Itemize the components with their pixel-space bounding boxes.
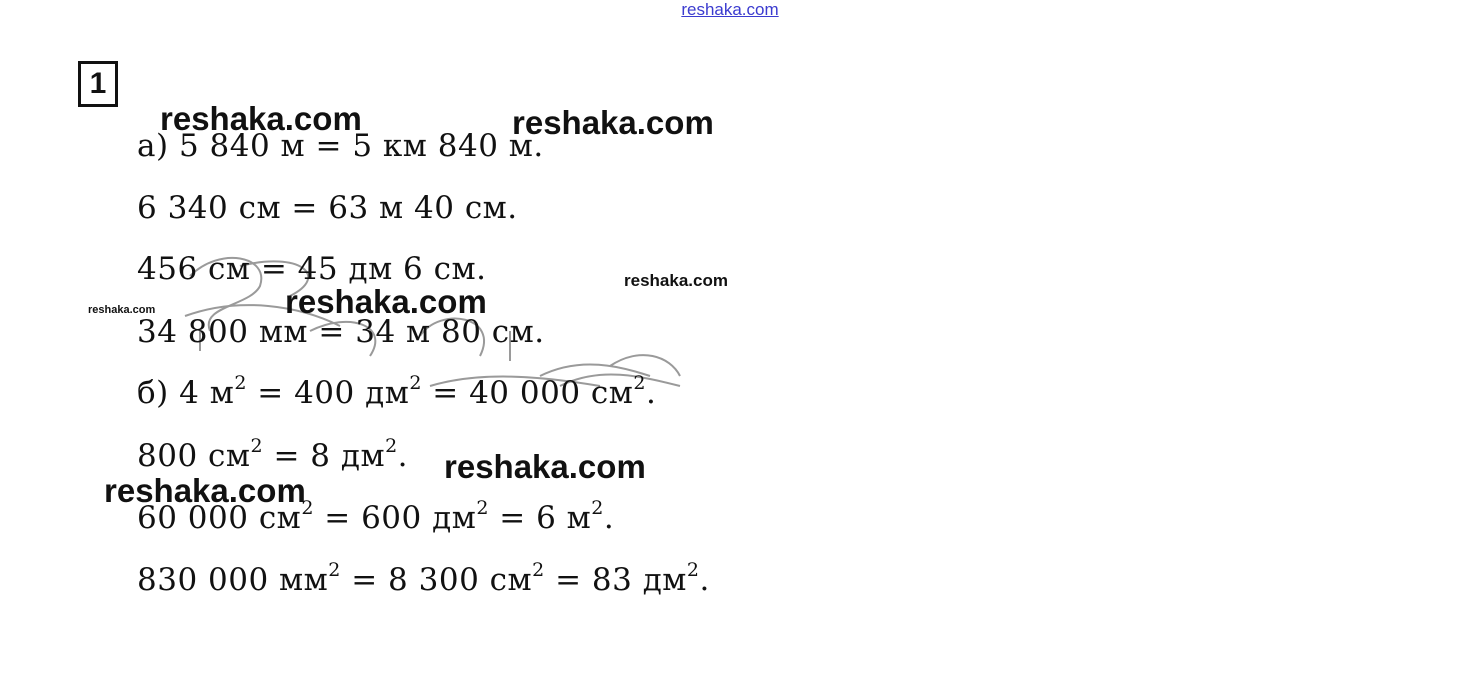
expr-part: = 8 300 см: [340, 562, 533, 598]
answer-line-b1: [137, 372, 657, 411]
exponent: 2: [250, 435, 264, 457]
exponent: 2: [234, 372, 247, 394]
expr-part: = 400 дм: [246, 375, 410, 411]
expr-part: = 8 дм: [263, 438, 386, 474]
answer-text: 456 см = 45 дм 6 см.: [137, 251, 487, 287]
expr-part: 60 000 см: [137, 500, 302, 536]
answer-line-b4: [137, 559, 710, 598]
answer-text: 6 340 см = 63 м 40 см.: [137, 190, 518, 226]
exponent: 2: [385, 435, 398, 457]
exponent: 2: [476, 497, 489, 519]
exponent: 2: [409, 372, 422, 394]
answer-line-b2: [137, 435, 409, 474]
exponent: 2: [591, 497, 604, 519]
watermark-text: reshaka.com: [285, 283, 487, 320]
watermark-text: reshaka.com: [512, 104, 714, 141]
task-number-badge: 1: [78, 61, 118, 107]
expr-part: .: [645, 375, 657, 411]
watermark-text: reshaka.com: [444, 448, 646, 485]
expr-part: .: [699, 562, 710, 598]
watermark-text: reshaka.com: [104, 472, 306, 509]
watermark-text: reshaka.com: [88, 304, 156, 316]
expr-part: 830 000 мм: [137, 562, 329, 598]
exponent: 2: [328, 559, 341, 581]
watermark-text: reshaka.com: [160, 100, 362, 137]
exponent: 2: [532, 559, 545, 581]
answer-line-a3: [137, 251, 486, 287]
answer-line-a2: [137, 190, 518, 226]
answer-text: 5 840 м = 5 км 840 м.: [178, 128, 544, 164]
expr-part: 800 см: [137, 438, 251, 474]
exponent: 2: [686, 559, 700, 581]
answer-text: 34 800 мм = 34 м 80 см.: [137, 314, 545, 350]
expr-part: = 83 дм: [544, 562, 687, 598]
expr-part: = 6 м: [488, 500, 592, 536]
expr-part: .: [397, 438, 409, 474]
expr-part: .: [603, 500, 615, 536]
expr-part: = 600 дм: [313, 500, 477, 536]
expr-part: б) 4 м: [137, 375, 235, 411]
watermark-text: reshaka.com: [624, 271, 728, 290]
site-link[interactable]: reshaka.com: [681, 0, 779, 19]
part-a-prefix: а): [137, 128, 179, 164]
exponent: 2: [633, 372, 646, 394]
exponent: 2: [301, 497, 314, 519]
expr-part: = 40 000 см: [421, 375, 634, 411]
